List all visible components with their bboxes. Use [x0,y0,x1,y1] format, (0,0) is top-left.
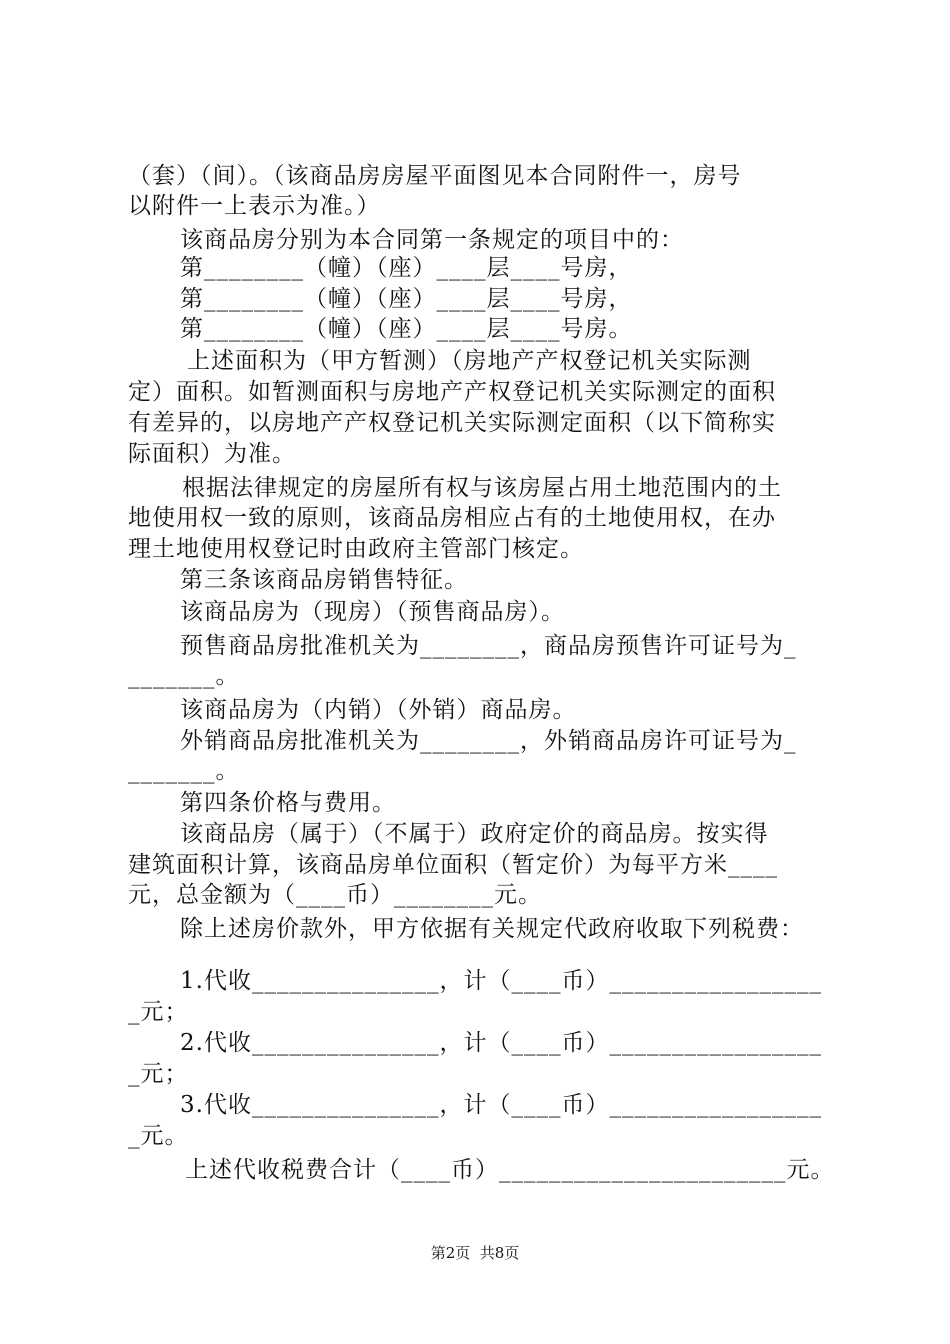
text-line: _元。 [128,1123,189,1149]
text-line: 有差异的，以房地产产权登记机关实际测定面积（以下简称实 [128,410,776,436]
text-line: 外销商品房批准机关为________，外销商品房许可证号为_ [180,728,797,754]
text-line: 该商品房为（现房）（预售商品房）。 [180,599,565,625]
text-line: 第________（幢）（座）____层____号房， [180,255,633,281]
text-line: 定）面积。如暂测面积与房地产产权登记机关实际测定的面积 [128,379,776,405]
text-line: 预售商品房批准机关为________，商品房预售许可证号为_ [180,633,797,659]
text-line: 除上述房价款外，甲方依据有关规定代政府收取下列税费： [180,916,804,942]
text-line: 上述面积为（甲方暂测）（房地产产权登记机关实际测 [187,348,752,374]
text-line: _元； [128,999,189,1025]
text-line: 3.代收_______________，计（____币）_________________ [180,1092,822,1118]
text-line: 际面积）为准。 [128,441,296,467]
text-line: 第三条该商品房销售特征。 [180,567,468,593]
text-line: 上述代收税费合计（____币）_______________________元。 [185,1157,835,1183]
page-footer: 第2页 共8页 [430,1244,520,1262]
text-line: 该商品房（属于）（不属于）政府定价的商品房。按实得 [180,821,769,847]
text-line: 该商品房分别为本合同第一条规定的项目中的： [180,227,684,253]
text-line: _元； [128,1061,189,1087]
text-line: 2.代收_______________，计（____币）_________________ [180,1030,822,1056]
text-line: 1.代收_______________，计（____币）_________________ [180,968,822,994]
text-line: 以附件一上表示为准。） [128,193,381,219]
text-line: （套）（间）。（该商品房房屋平面图见本合同附件一，房号 [128,163,742,189]
text-line: 建筑面积计算，该商品房单位面积（暂定价）为每平方米____ [128,852,778,878]
text-line: 元，总金额为（____币）________元。 [128,882,542,908]
text-line: 根据法律规定的房屋所有权与该房屋占用土地范围内的土 [182,475,782,501]
text-line: 地使用权一致的原则，该商品房相应占有的土地使用权，在办 [128,505,776,531]
text-line: 第________（幢）（座）____层____号房， [180,286,633,312]
text-line: 第四条价格与费用。 [180,790,396,816]
text-line: _______。 [128,758,240,784]
text-line: _______。 [128,663,240,689]
text-line: 第________（幢）（座）____层____号房。 [180,316,633,342]
text-line: 理土地使用权登记时由政府主管部门核定。 [128,536,584,562]
text-line: 该商品房为（内销）（外销）商品房。 [180,697,577,723]
